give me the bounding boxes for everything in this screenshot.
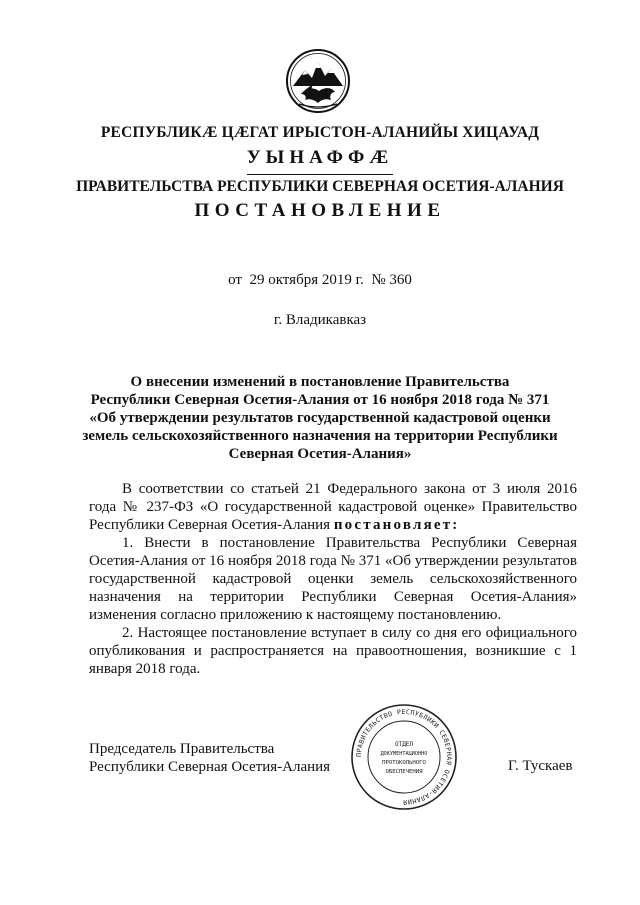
decree-word: постановляет: bbox=[333, 517, 460, 533]
header-russian-decree: ПОСТАНОВЛЕНИЕ bbox=[194, 200, 446, 221]
svg-text:ПРАВИТЕЛЬСТВО РЕСПУБЛИКИ СЕВЕР bbox=[355, 708, 453, 806]
signatory-position bbox=[89, 740, 330, 776]
date-prefix: от bbox=[228, 272, 242, 288]
coat-of-arms-emblem bbox=[285, 48, 351, 114]
title-line: земель сельскохозяйственного назначения на территории Республики bbox=[82, 428, 558, 444]
position-line: Республики Северная Осетия-Алания bbox=[89, 759, 331, 775]
clause-2: 2. Настоящее постановление вступает в силу со дня его официального опубликования и распространяется на правоотношения, возникшие с 1 января 2018 года. bbox=[89, 625, 577, 677]
position-line: Председатель Правительства bbox=[89, 741, 275, 757]
official-seal-stamp bbox=[349, 702, 459, 812]
document-title bbox=[80, 373, 560, 463]
document-body bbox=[89, 480, 577, 678]
signatory-name: Г. Тускаев bbox=[508, 758, 573, 774]
seal-ring-text: ПРАВИТЕЛЬСТВО РЕСПУБЛИКИ СЕВЕРНАЯ ОСЕТИЯ-АЛАНИЯ bbox=[354, 707, 454, 807]
title-line: «Об утверждении результатов государственной кадастровой оценки bbox=[89, 410, 551, 426]
document-dateline bbox=[0, 272, 640, 289]
header-ossetian-government: РЕСПУБЛИКӔ ЦӔГАТ ИРЫСТОН-АЛАНИЙЫ ХИЦАУАД bbox=[100, 124, 540, 141]
document-number: № 360 bbox=[371, 272, 412, 288]
header-russian-government: ПРАВИТЕЛЬСТВА РЕСПУБЛИКИ СЕВЕРНАЯ ОСЕТИЯ-АЛАНИЯ bbox=[76, 178, 564, 195]
title-line: Северная Осетия-Алания» bbox=[228, 446, 412, 462]
clause-1: 1. Внести в постановление Правительства Республики Северная Осетия-Алания от 16 ноября 2018 года № 371 «Об утверждении результатов государственной кадастровой оценки земель сельскохозяйственного назначения на территории Республики Северная Осетия-Алания» изменения согласно приложению к настоящему постановлению. bbox=[89, 535, 577, 623]
preamble-paragraph bbox=[89, 480, 577, 534]
seal-center-line: ПРОТОКОЛЬНОГО bbox=[382, 760, 426, 766]
seal-center-line: ОТДЕЛ bbox=[394, 741, 414, 748]
seal-center-line: ОБЕСПЕЧЕНИЯ bbox=[385, 769, 423, 775]
seal-center-line: ДОКУМЕНТАЦИОННО bbox=[380, 751, 428, 757]
title-line: О внесении изменений в постановление Правительства bbox=[130, 374, 510, 390]
header-divider bbox=[247, 174, 393, 175]
title-line: Республики Северная Осетия-Алания от 16 ноября 2018 года № 371 bbox=[90, 392, 550, 408]
document-city: г. Владикавказ bbox=[273, 312, 367, 328]
header-ossetian-decree: УЫНАФФӔ bbox=[246, 147, 394, 168]
document-date: 29 октября 2019 г. bbox=[249, 272, 364, 288]
preamble-text: В соответствии со статьей 21 Федерального закона от 3 июля 2016 года № 237-ФЗ «О государственной кадастровой оценке» Правительство Республики Северная Осетия-Алания bbox=[89, 481, 577, 533]
